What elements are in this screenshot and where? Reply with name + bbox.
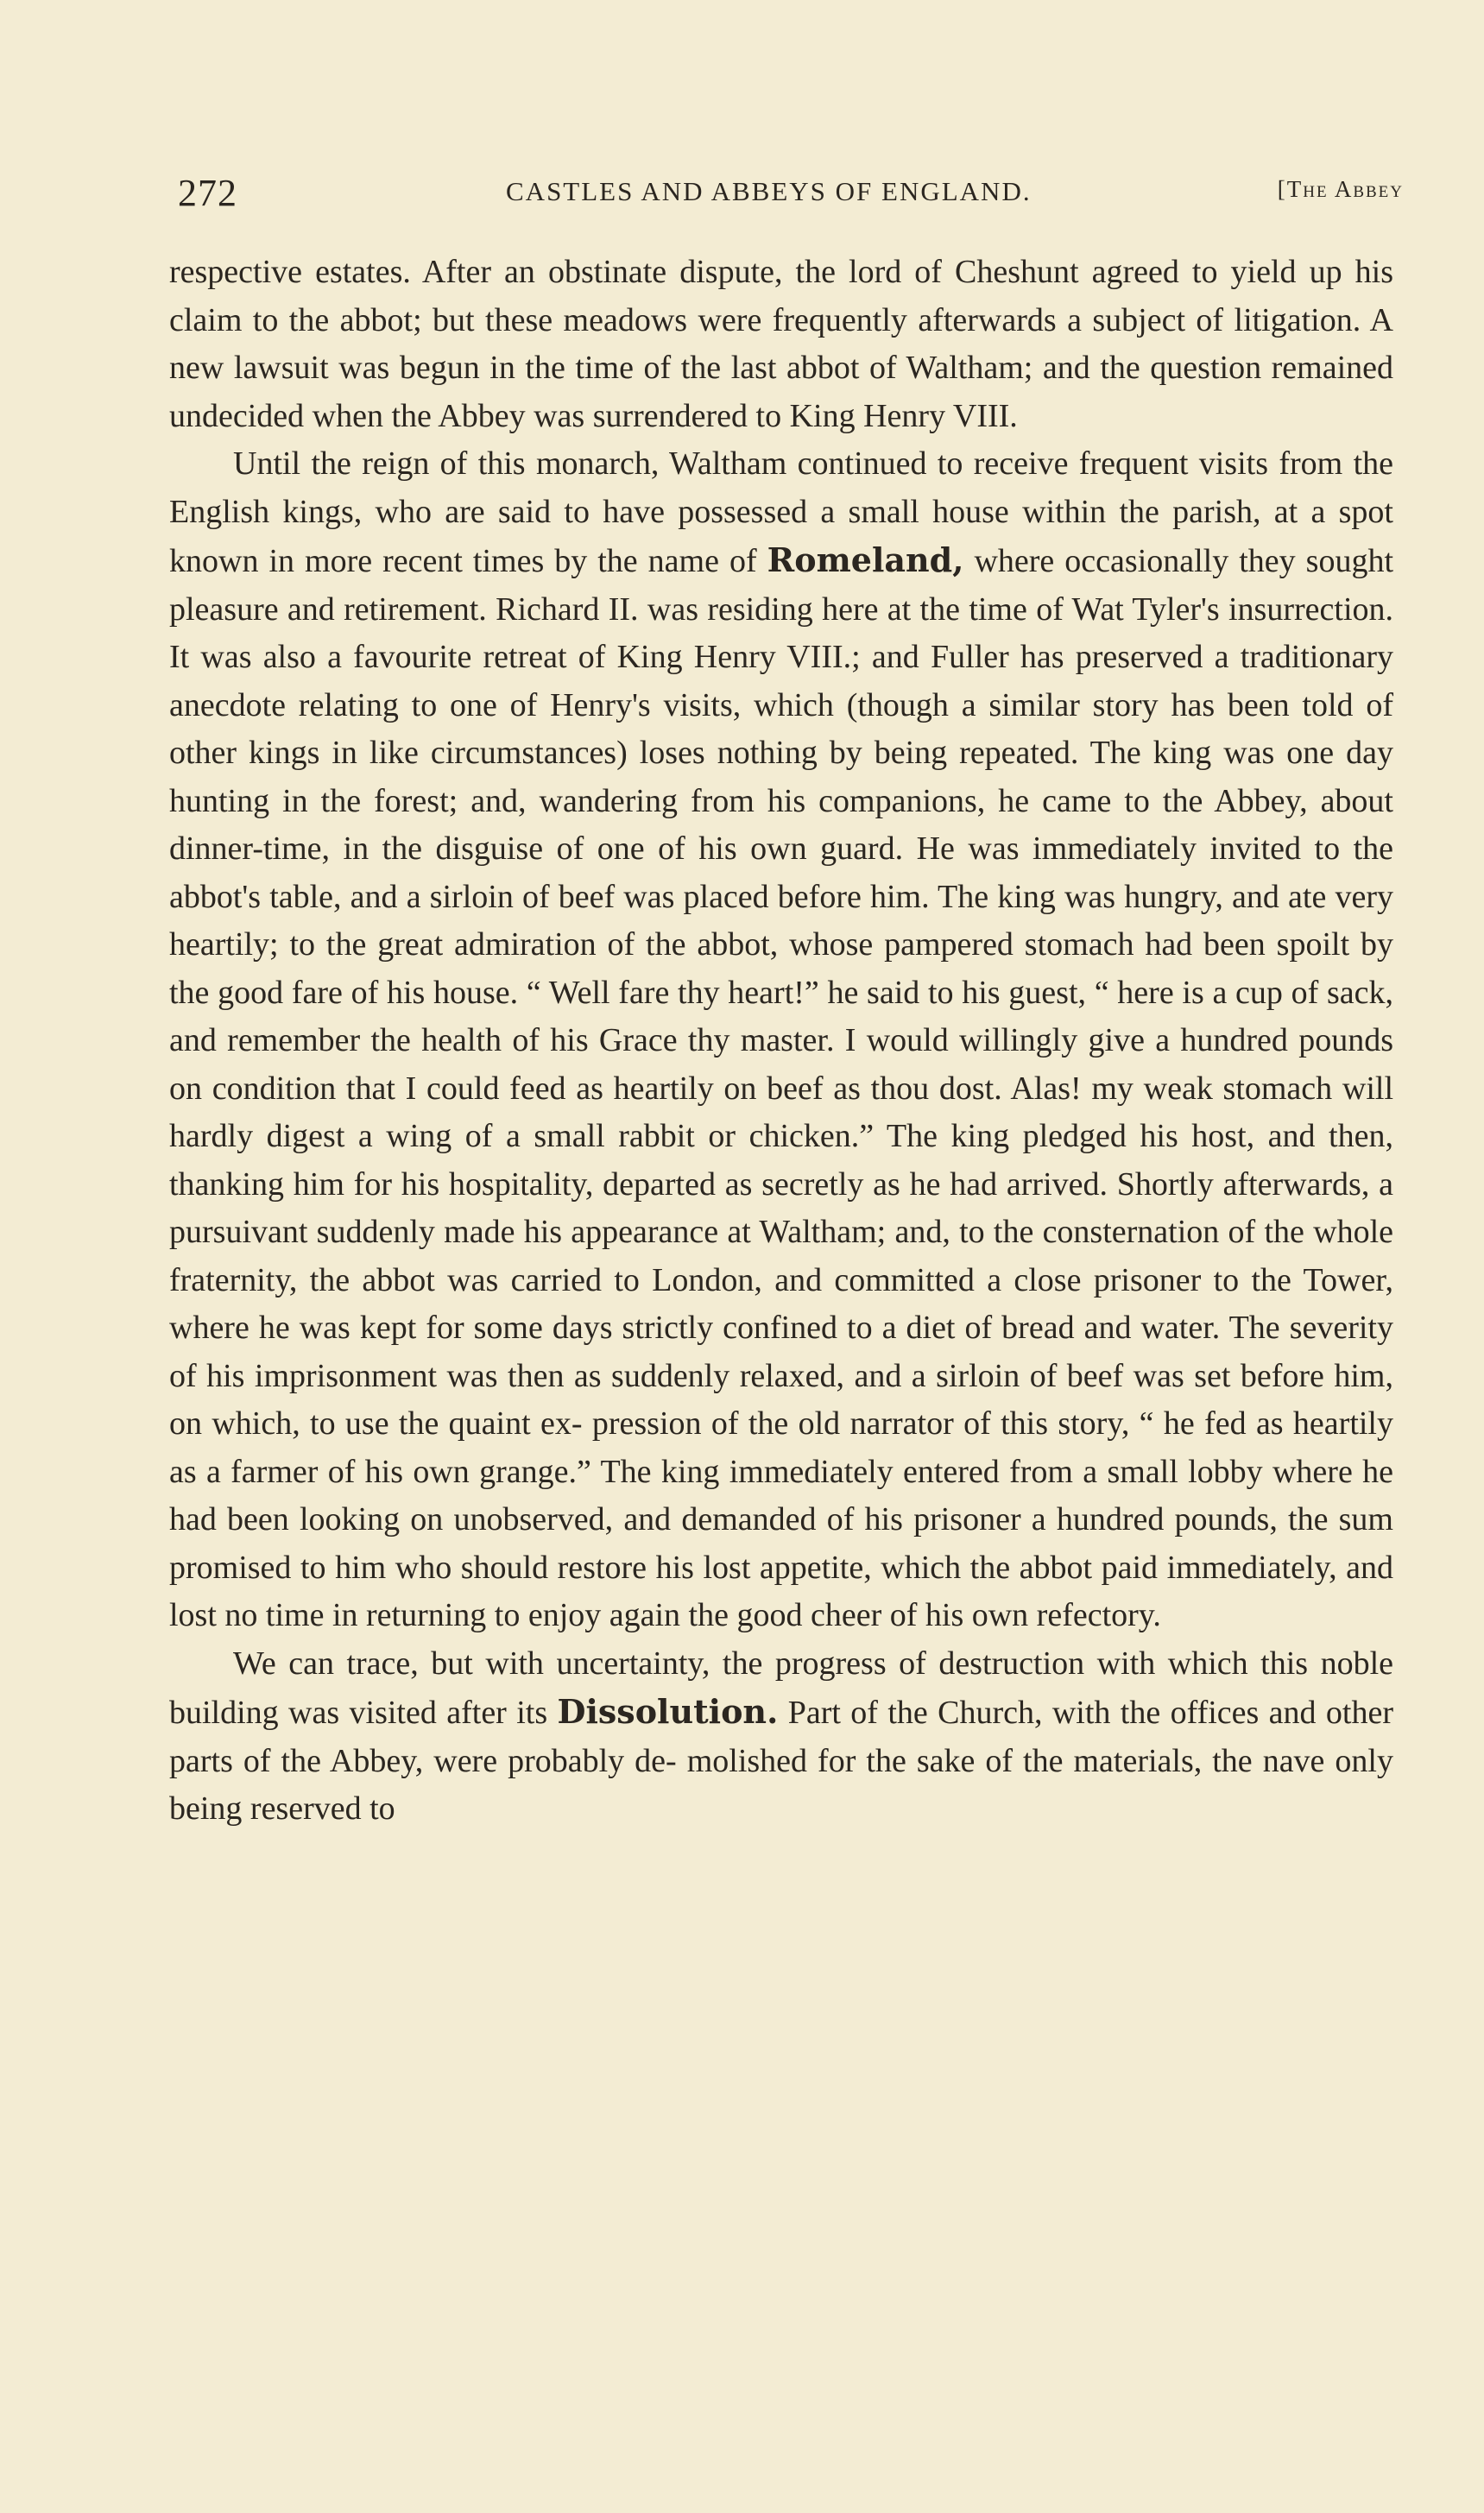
page-number: 272 [178, 172, 237, 214]
paragraph-2 [169, 440, 1393, 1640]
running-title: CASTLES AND ABBEYS OF ENGLAND. [506, 176, 1032, 206]
text-body [169, 249, 1393, 1834]
dissolution-blackletter: Dissolution. [557, 1692, 779, 1731]
paragraph-2-text-before: Until the reign of this monarch, Waltham continued to receive frequent visits from the English kings, who are said to have possessed a small house within the parish, at a spot known in more recent times by the name of [169, 445, 1393, 579]
paragraph-3-text-before: We can trace, but with uncertainty, the progress of destruction with which this noble building was visited after its [169, 1645, 1393, 1731]
paragraph-3-text-after: Part of the Church, with the offices and other parts of the Abbey, were probably de- molished for the sake of the materials, the nave only being reserved to [169, 1695, 1394, 1827]
paragraph-1-text: respective estates. After an obstinate dispute, the lord of Cheshunt agreed to yield up his claim to the abbot; but these meadows were frequently afterwards a subject of litigation. A new lawsuit was begun in the time of the last abbot of Waltham; and the question remained undecided when the Abbey was surrendered to King Henry VIII. [169, 254, 1393, 434]
paragraph-2-text-after: where occasionally they sought pleasure and retirement. Richard II. was residing here at the time of Wat Tyler's insurrection. It was also a favourite retreat of King Henry VIII.; and Fuller has preserved a traditionary anecdote relating to one of Henry's visits, which (though a similar story has been told of other kings in like circumstances) loses nothing by being repeated. The king was one day hunting in the forest; and, wandering from his companions, he came to the Abbey, about dinner-time, in the disguise of one of his own guard. He was immediately invited to the abbot's table, and a sirloin of beef was placed before him. The king was hungry, and ate very heartily; to the great admiration of the abbot, whose pampered stomach had been spoilt by the good fare of his house. “ Well fare thy heart!” he said to his guest, “ here is a cup of sack, and remember the health of his Grace thy master. I would willingly give a hundred pounds on condition that I could feed as heartily on beef as thou dost. Alas! my weak stomach will hardly digest a wing of a small rabbit or chicken.” The king pledged his host, and then, thanking him for his hospitality, departed as secretly as he had arrived. Shortly afterwards, a pursuivant suddenly made his appearance at Waltham; and, to the consternation of the whole fraternity, the abbot was carried to London, and committed a close prisoner to the Tower, where he was kept for some days strictly confined to a diet of bread and water. The severity of his imprisonment was then as suddenly relaxed, and a sirloin of beef was set before him, on which, to use the quaint ex- pression of the old narrator of this story, “ he fed as heartily as a farmer of his own grange.” The king immediately entered from a small lobby where he had been looking on unobserved, and demanded of his prisoner a hundred pounds, the sum promised to him who should restore his lost appetite, which the abbot paid immediately, and lost no time in returning to enjoy again the good cheer of his own refectory. [169, 543, 1394, 1633]
paragraph-1 [169, 249, 1393, 440]
paragraph-3 [169, 1640, 1393, 1834]
romeland-blackletter: Romeland, [767, 540, 964, 579]
page-header [178, 171, 1404, 223]
section-tag: [The Abbey [1277, 176, 1404, 202]
